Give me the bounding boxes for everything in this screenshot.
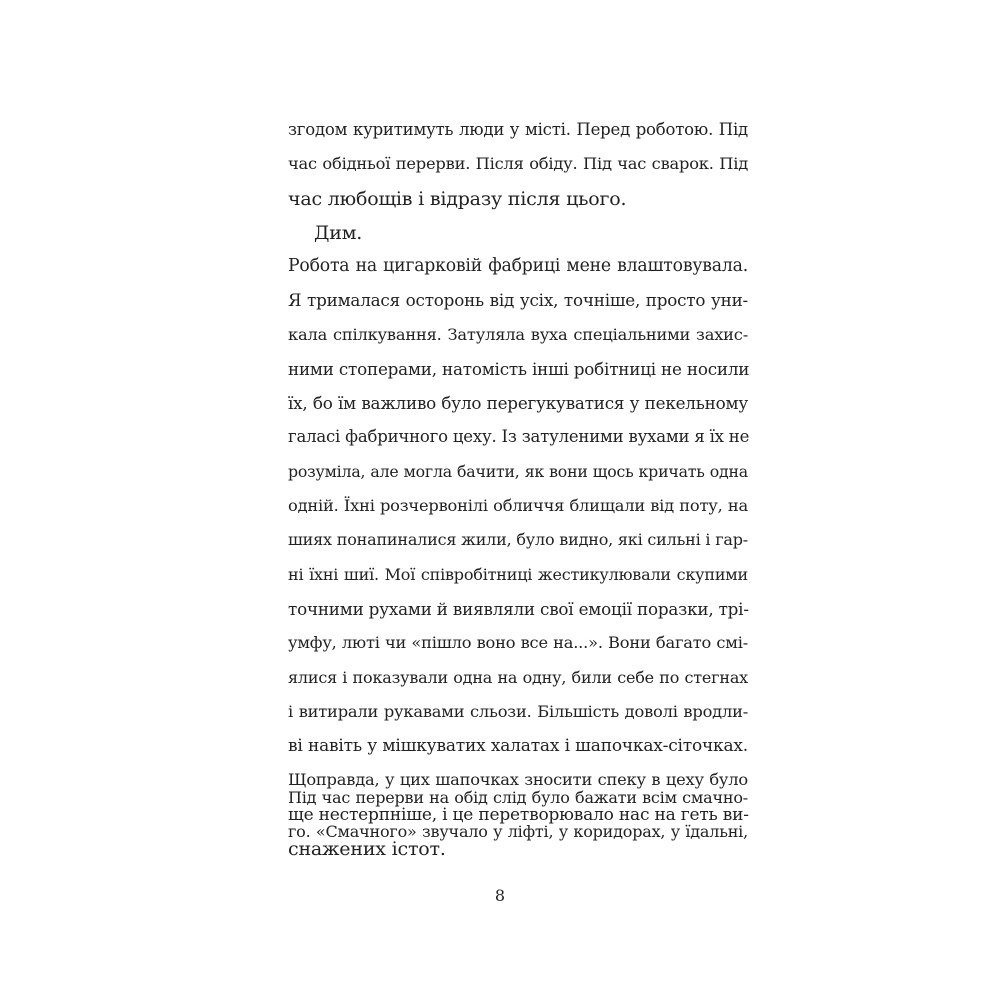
text-line: одній. Їхні розчервонілі обличчя блищали від поту, на <box>288 496 748 516</box>
text-line: Робота на цигарковій фабриці мене влаштовувала. <box>288 256 748 276</box>
text-line: Під час перерви на обід слід було бажати всім смачно- <box>288 788 748 807</box>
text-line: їх, бо їм важливо було перегукуватися у пекельному <box>288 393 748 414</box>
text-line: ві навіть у мішкуватих халатах і шапочках-сіточках. <box>288 736 748 757</box>
text-line: ялися і показували одна на одну, били себе по стегнах <box>288 667 748 687</box>
text-line: галасі фабричного цеху. Із затуленими вухами я їх не <box>288 427 750 447</box>
text-line: снажених істот. <box>288 838 446 861</box>
paragraph-factory <box>288 249 748 866</box>
page-number: 8 <box>494 886 506 905</box>
text-line: го. «Смачного» звучало у ліфті, у коридорах, у їдальні, <box>288 822 748 842</box>
text-line: шиях понапиналися жили, було видно, які сильні і гар- <box>288 530 748 550</box>
paragraph-lunch <box>288 781 748 850</box>
text-line: умфу, люті чи «пішло воно все на...». Вони багато смі- <box>288 633 748 653</box>
text-line: і витирали рукавами сльози. Більшість доволі вродли- <box>288 701 748 721</box>
text-line: кала спілкування. Затуляла вуха спеціальними захис- <box>288 324 748 344</box>
text-line: час любощів і відразу після цього. <box>288 187 627 210</box>
text-line: Я трималася осторонь від усіх, точніше, просто уни- <box>288 290 748 311</box>
text-line: точними рухами й виявляли свої емоції поразки, трі- <box>288 598 749 619</box>
text-line: час обідньої перерви. Після обіду. Під час сварок. Під <box>288 154 748 174</box>
text-line: ними стоперами, натомість інші робітниці не носили <box>288 358 750 379</box>
text-line: ще нестерпніше, і це перетворювало нас на геть ви- <box>288 804 749 825</box>
text-line: Щоправда, у цих шапочках зносити спеку в цеху було <box>288 770 748 790</box>
text-line: розуміла, але могла бачити, як вони щось кричать одна <box>288 461 748 481</box>
text-line: згодом куритимуть люди у місті. Перед роботою. Під <box>288 120 748 139</box>
text-line: Дим. <box>314 221 363 244</box>
text-line: ні їхні шиї. Мої співробітниці жестикулювали скупими <box>288 564 748 584</box>
paragraph-continued <box>288 113 748 250</box>
